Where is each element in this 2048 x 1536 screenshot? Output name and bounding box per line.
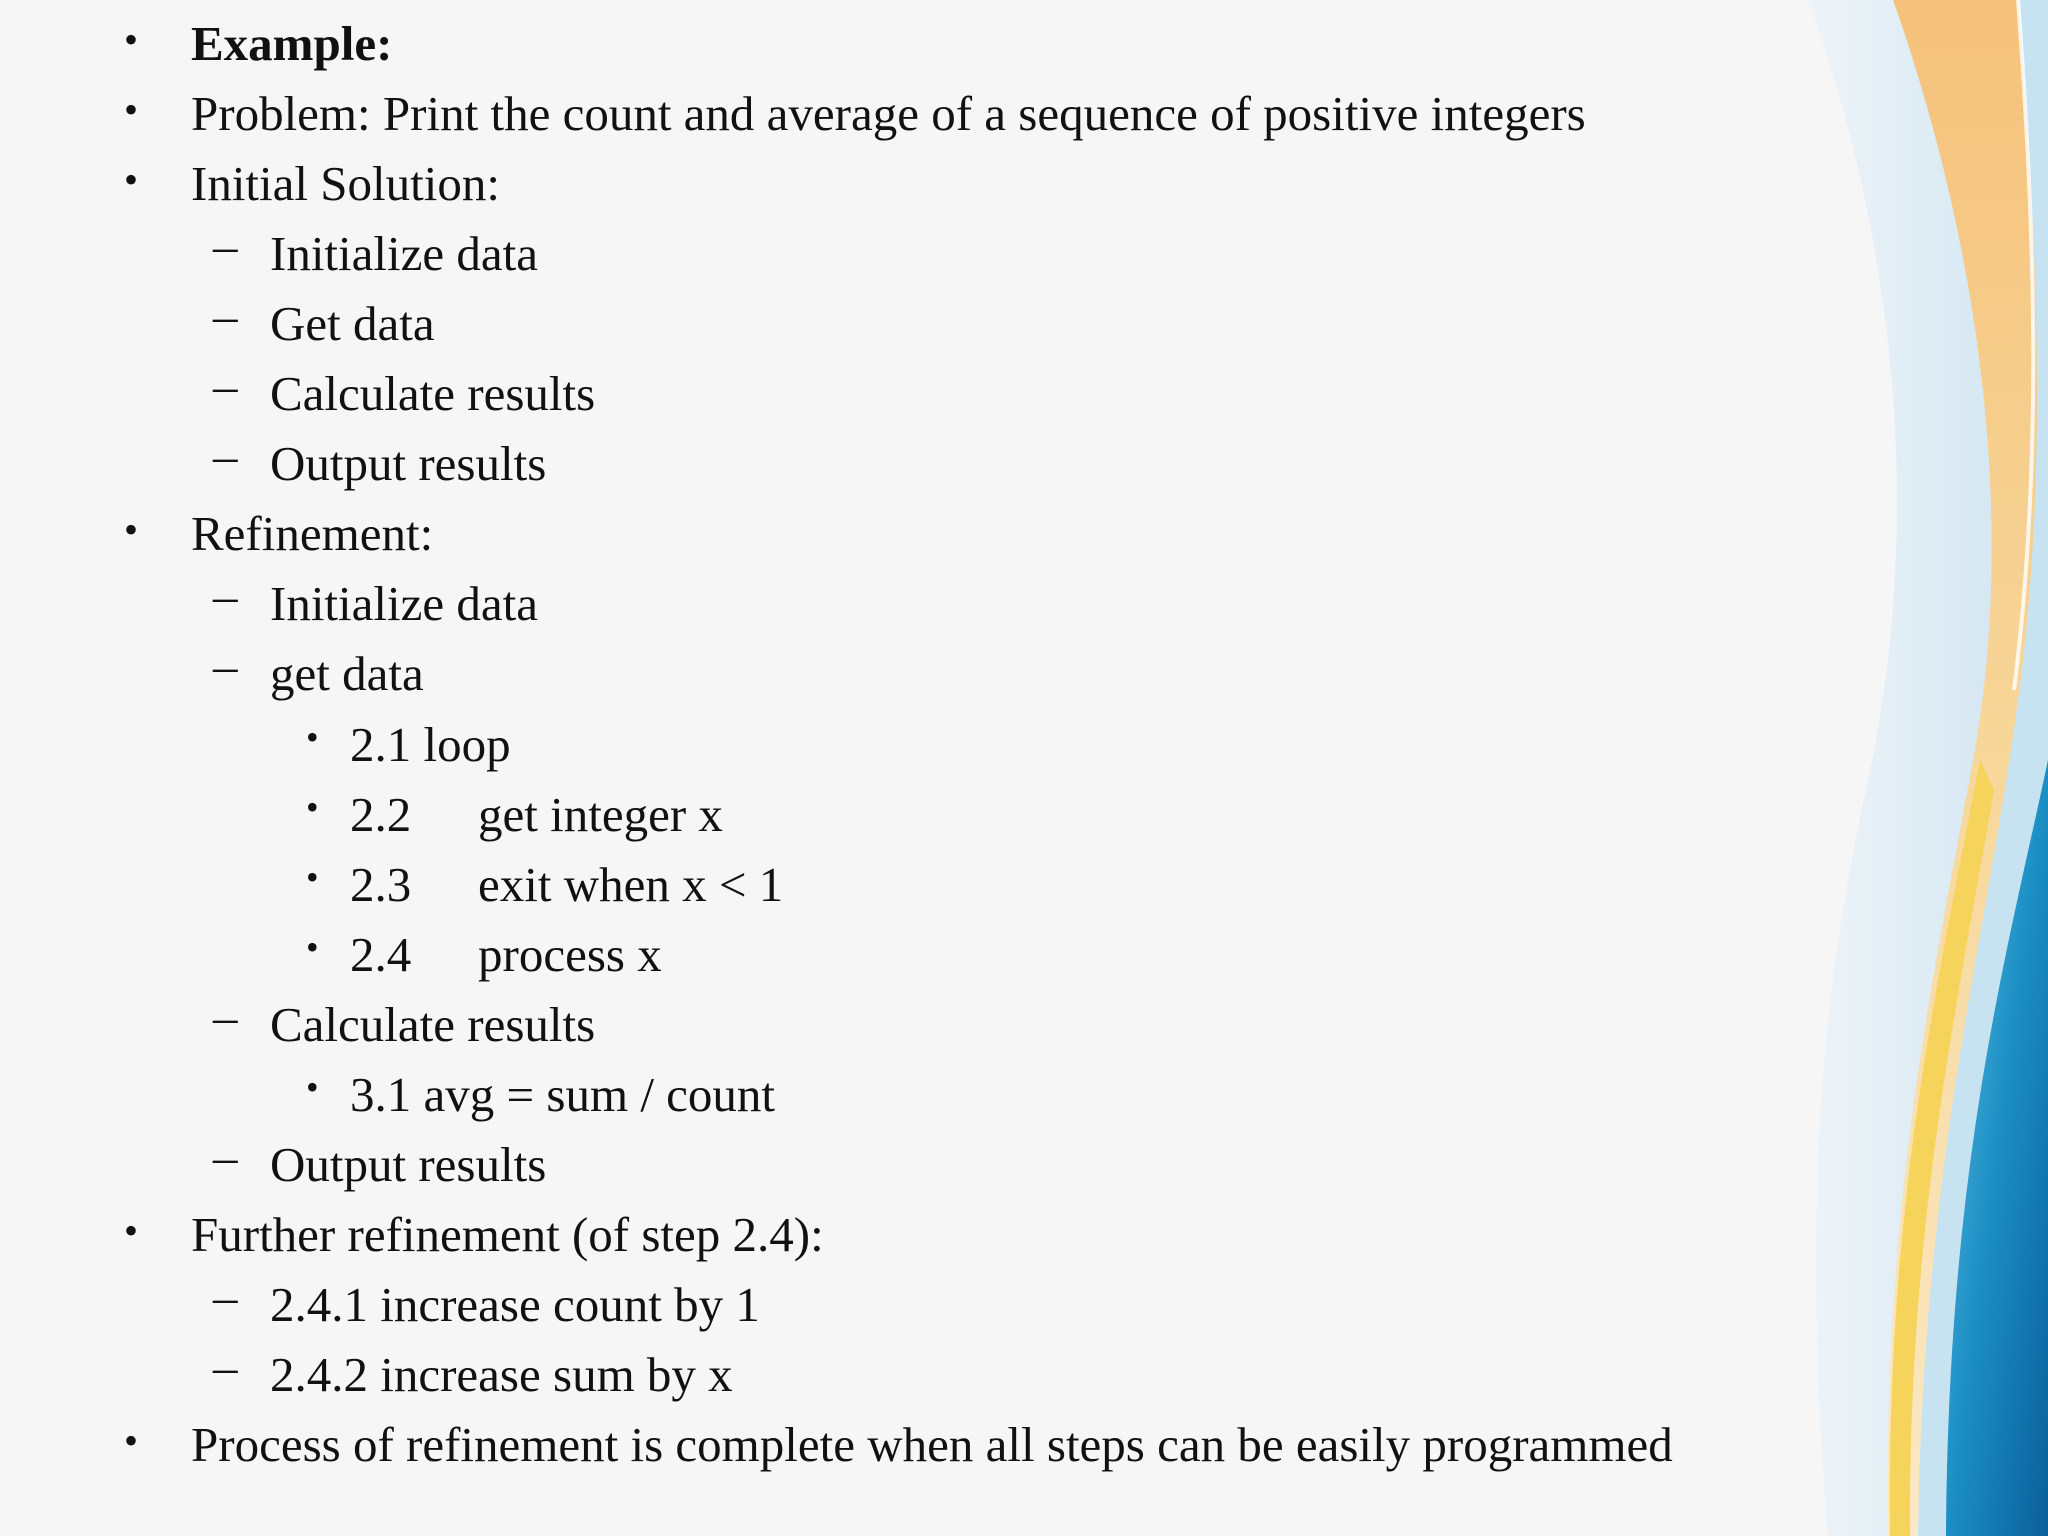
- bullet-text: Problem: Print the count and average of a sequence of positive integers: [191, 86, 1586, 142]
- bullet-text: Output results: [270, 1136, 547, 1192]
- dash-marker: –: [213, 1268, 238, 1324]
- bullet-text: Example:: [191, 16, 393, 71]
- bullet-text: Refinement:: [191, 506, 434, 562]
- bullet-marker: •: [124, 17, 139, 62]
- bullet-text: Output results: [270, 436, 547, 492]
- bullet-text: Further refinement (of step 2.4):: [191, 1206, 824, 1262]
- bullet-text: Initialize data: [270, 226, 538, 282]
- bullet-text: Process of refinement is complete when all steps can be easily programmed: [191, 1417, 1673, 1472]
- step-number: 2.4: [350, 926, 412, 982]
- bullet-text: Get data: [270, 296, 435, 352]
- bullet-marker: •: [124, 1207, 139, 1253]
- bullet-text: 3.1 avg = sum / count: [350, 1066, 776, 1122]
- bullet-text: get data: [270, 646, 424, 702]
- dash-marker: –: [213, 218, 238, 274]
- bullet-marker: •: [124, 1418, 139, 1463]
- dash-marker: –: [213, 428, 238, 484]
- decorative-wave-graphic: [1718, 0, 2048, 1536]
- bullet-text: [350, 780, 723, 850]
- bullet-text: [350, 850, 783, 920]
- dash-marker: –: [213, 638, 238, 694]
- step-text: process x: [478, 926, 662, 982]
- bullet-marker: •: [306, 926, 319, 967]
- bullet-marker: •: [306, 856, 319, 897]
- step-number: 2.2: [350, 786, 412, 842]
- bullet-marker: •: [124, 507, 139, 553]
- bullet-marker: •: [306, 1066, 319, 1107]
- dash-marker: –: [213, 358, 238, 414]
- bullet-text: 2.4.1 increase count by 1: [270, 1276, 760, 1332]
- step-text: get integer x: [478, 786, 723, 842]
- bullet-text: Initialize data: [270, 576, 538, 632]
- dash-marker: –: [213, 1128, 238, 1184]
- bullet-marker: •: [124, 87, 139, 133]
- dash-marker: –: [213, 988, 238, 1044]
- bullet-text: 2.4.2 increase sum by x: [270, 1346, 733, 1402]
- bullet-marker: •: [124, 157, 139, 203]
- dash-marker: –: [213, 288, 238, 344]
- dash-marker: –: [213, 568, 238, 624]
- dash-marker: –: [213, 1338, 238, 1394]
- bullet-text: Calculate results: [270, 366, 596, 422]
- bullet-text: 2.1 loop: [350, 716, 511, 772]
- bullet-text: Initial Solution:: [191, 156, 500, 212]
- bullet-text: [350, 920, 662, 990]
- step-number: 2.3: [350, 856, 412, 912]
- bullet-marker: •: [306, 786, 319, 827]
- bullet-marker: •: [306, 716, 319, 757]
- step-text: exit when x < 1: [478, 856, 784, 912]
- bullet-text: Calculate results: [270, 996, 596, 1052]
